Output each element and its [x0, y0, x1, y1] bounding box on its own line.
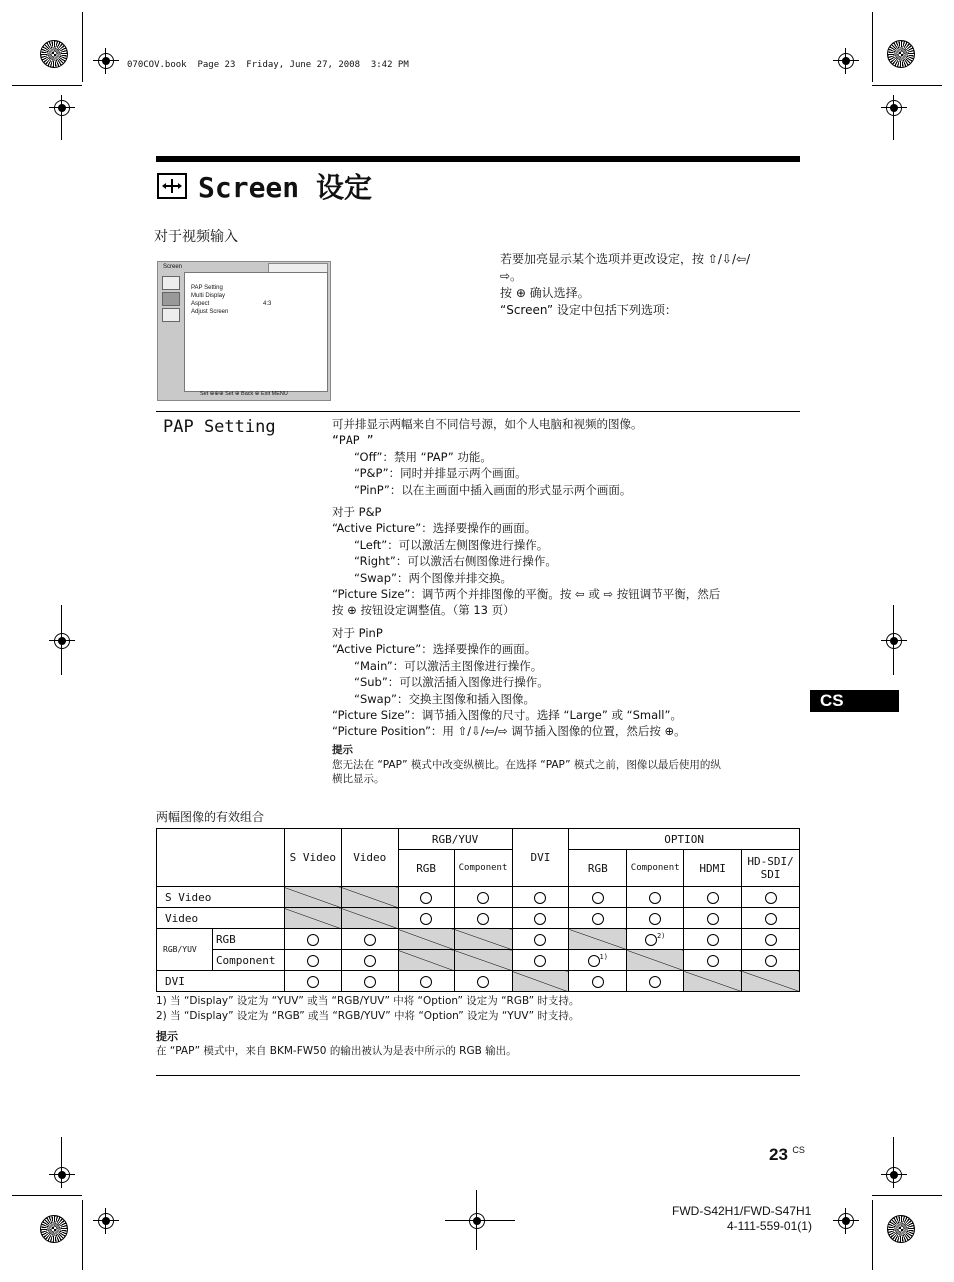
footnotes [156, 994, 579, 1024]
pap-text-line: 可并排显示两幅来自不同信号源，如个人电脑和视频的图像。 [332, 417, 643, 431]
crop-mark-icon [886, 100, 902, 116]
cell-ok [398, 908, 454, 929]
crop-mark-icon [886, 633, 902, 649]
cell-ok [742, 887, 800, 908]
crop-mark-icon [98, 53, 114, 69]
row-label: Video [157, 908, 285, 929]
cell-ok [627, 887, 684, 908]
cell-ok [569, 908, 627, 929]
cell-ok [512, 950, 569, 971]
page-title: Screen 设定 [198, 171, 373, 204]
cell-ok [684, 950, 742, 971]
combination-table [156, 828, 800, 992]
pap-tip-label: 提示 [332, 743, 353, 756]
cell-ok [512, 929, 569, 950]
cell-na [398, 950, 454, 971]
menu-item: Aspect [191, 301, 210, 307]
cell-na [341, 908, 398, 929]
crop-mark-icon [838, 1213, 854, 1229]
pap-text-line: “Active Picture”：选择要操作的画面。 [332, 521, 537, 536]
intro-line: “Screen” 设定中包括下列选项： [500, 303, 677, 317]
cell-ok [341, 950, 398, 971]
crop-mark-icon [886, 1167, 902, 1183]
cell-na [284, 908, 341, 929]
cell-ok [742, 929, 800, 950]
cell-ok [454, 971, 512, 992]
table-caption: 两幅图像的有效组合 [156, 810, 265, 824]
registration-rosette [40, 40, 68, 68]
pap-text-line: “Active Picture”：选择要操作的画面。 [332, 642, 537, 657]
cell-ok [742, 908, 800, 929]
page-number [769, 1145, 805, 1165]
cell-na [284, 887, 341, 908]
cell-na [627, 950, 684, 971]
page-number-value: 23 [769, 1145, 788, 1164]
row-label: Component [212, 950, 284, 971]
crop-mark-icon [54, 1167, 70, 1183]
menu-item: Adjust Screen [191, 309, 229, 315]
page-number-lang: CS [792, 1145, 805, 1155]
header-hdsdi: HD-SDI/ SDI [742, 850, 800, 887]
row-group-label: RGB/YUV [157, 929, 213, 971]
section-top-bar [156, 156, 800, 162]
menu-side-icon [162, 276, 180, 290]
menu-item: Multi Display [191, 293, 226, 299]
cell-ok [284, 971, 341, 992]
crop-mark-icon [838, 53, 854, 69]
screen-menu-screenshot [157, 261, 331, 401]
header-component: Component [454, 850, 512, 887]
cell-ok [684, 929, 742, 950]
menu-item-value: 4:3 [263, 301, 272, 307]
pap-text-line: “Off”：禁用 “PAP” 功能。 [354, 449, 492, 464]
cell-na [341, 887, 398, 908]
cell-ok [284, 950, 341, 971]
cell-ok [454, 887, 512, 908]
cell-ok-note [627, 929, 684, 950]
header-rgbyuv: RGB/YUV [398, 829, 512, 850]
header-svideo: S Video [284, 829, 341, 887]
pap-text-line: “Swap”：交换主图像和插入图像。 [354, 691, 535, 706]
pap-text-line: “Picture Size”：调节两个并排图像的平衡。按 ⇦ 或 ⇨ 按钮调节平衡，然后 [332, 587, 721, 602]
pap-text-line: 按 ⊕ 按钮设定调整值。（第 13 页） [332, 603, 515, 618]
tip-label: 提示 [156, 1030, 178, 1043]
cell-ok [341, 929, 398, 950]
pap-text-line: “PinP”：以在主画面中插入画面的形式显示两个画面。 [354, 482, 632, 497]
footnote: 1) 当 “Display” 设定为 “YUV” 或当 “RGB/YUV” 中将 “Option” 设定为 “RGB” 时支持。 [156, 995, 580, 1007]
crop-mark-icon [54, 100, 70, 116]
cell-na [398, 929, 454, 950]
bottom-divider [156, 1075, 800, 1076]
header-option: OPTION [569, 829, 800, 850]
header-dvi: DVI [512, 829, 569, 887]
table-row [157, 908, 800, 929]
cell-na [569, 929, 627, 950]
cell-na [512, 971, 569, 992]
cell-ok [512, 908, 569, 929]
model-number: FWD-S42H1/FWD-S47H1 [672, 1204, 812, 1218]
registration-rosette [887, 1215, 915, 1243]
cell-ok [742, 950, 800, 971]
footnote-ref: 1) [599, 953, 608, 962]
print-header-info: 070COV.book Page 23 Friday, June 27, 2008 3:42 PM [127, 60, 409, 70]
cell-ok [627, 971, 684, 992]
pap-text-line: “Main”：可以激活主图像进行操作。 [354, 658, 543, 673]
intro-line: ⇨。 [500, 269, 523, 283]
screen-settings-icon [157, 173, 187, 199]
pap-text-line: “Picture Size”：调节插入图像的尺寸。选择 “Large” 或 “Small”。 [332, 707, 682, 722]
part-number: 4-111-559-01(1) [727, 1219, 812, 1233]
pap-text-line: “Left”：可以激活左侧图像进行操作。 [354, 537, 549, 552]
crop-mark-icon [98, 1213, 114, 1229]
pap-text-line: “P&P”：同时并排显示两个画面。 [354, 466, 527, 481]
cell-ok [398, 971, 454, 992]
header-option-rgb: RGB [569, 850, 627, 887]
cell-ok [684, 887, 742, 908]
subheading: 对于视频输入 [154, 229, 238, 245]
pap-subheading: 对于 P&P [332, 505, 382, 520]
pap-text-line: “Swap”：两个图像并排交换。 [354, 570, 512, 585]
pap-subheading: 对于 PinP [332, 625, 383, 640]
tip-text: 在 “PAP” 模式中，来自 BKM-FW50 的输出被认为是表中所示的 RGB 输出。 [156, 1045, 517, 1057]
cell-ok [398, 887, 454, 908]
row-label: RGB [212, 929, 284, 950]
cell-na [454, 929, 512, 950]
language-tab-label: CS [820, 691, 844, 710]
cell-ok-note [569, 950, 627, 971]
intro-line: 若要加亮显示某个选项并更改设定，按 ⇧/⇩/⇦/ [500, 252, 751, 266]
crop-mark-icon [54, 633, 70, 649]
cell-ok [341, 971, 398, 992]
table-row [157, 929, 800, 950]
row-label: DVI [157, 971, 285, 992]
cell-ok [512, 887, 569, 908]
pap-tip-text: 横比显示。 [332, 773, 385, 786]
table-row [157, 971, 800, 992]
pap-tip-text: 您无法在 “PAP” 模式中改变纵横比。在选择 “PAP” 模式之前，图像以最后使用的纵 [332, 759, 721, 772]
cell-ok [569, 971, 627, 992]
intro-text [500, 251, 750, 319]
header-rgb: RGB [398, 850, 454, 887]
table-row [157, 887, 800, 908]
cell-na [742, 971, 800, 992]
registration-rosette [887, 40, 915, 68]
pap-setting-body [332, 416, 721, 786]
footnote: 2) 当 “Display” 设定为 “RGB” 或当 “RGB/YUV” 中将 “Option” 设定为 “YUV” 时支持。 [156, 1010, 580, 1022]
divider [156, 411, 800, 412]
registration-rosette [40, 1215, 68, 1243]
header-hdmi: HDMI [684, 850, 742, 887]
menu-footer: Set ⊕⊕⊕ Set ⊕ Back ⊕ Exit MENU [200, 391, 288, 397]
crop-mark-icon [469, 1213, 485, 1229]
cell-ok [684, 908, 742, 929]
cell-ok [454, 908, 512, 929]
menu-side-icon [162, 308, 180, 322]
cell-na [454, 950, 512, 971]
menu-title: Screen [163, 264, 183, 270]
pap-text-line: “Sub”：可以激活插入图像进行操作。 [354, 675, 549, 690]
cell-ok [569, 887, 627, 908]
cell-ok [627, 908, 684, 929]
table-corner [157, 829, 285, 887]
table-row [157, 950, 800, 971]
row-label: S Video [157, 887, 285, 908]
intro-line: 按 ⊕ 确认选择。 [500, 286, 590, 300]
menu-item: PAP Setting [191, 285, 223, 291]
header-option-component: Component [627, 850, 684, 887]
menu-side-icon-selected [162, 292, 180, 306]
pap-text-line: “Right”：可以激活右侧图像进行操作。 [354, 554, 557, 569]
language-tab [810, 690, 899, 712]
cell-ok [284, 929, 341, 950]
menu-panel [184, 272, 328, 392]
cell-na [684, 971, 742, 992]
pap-setting-heading: PAP Setting [163, 417, 276, 437]
footnote-ref: 2) [656, 932, 666, 941]
pap-text-line: “PAP ” [332, 433, 374, 448]
header-video: Video [341, 829, 398, 887]
pap-text-line: “Picture Position”：用 ⇧/⇩/⇦/⇨ 调节插入图像的位置，然后按 ⊕。 [332, 724, 686, 739]
